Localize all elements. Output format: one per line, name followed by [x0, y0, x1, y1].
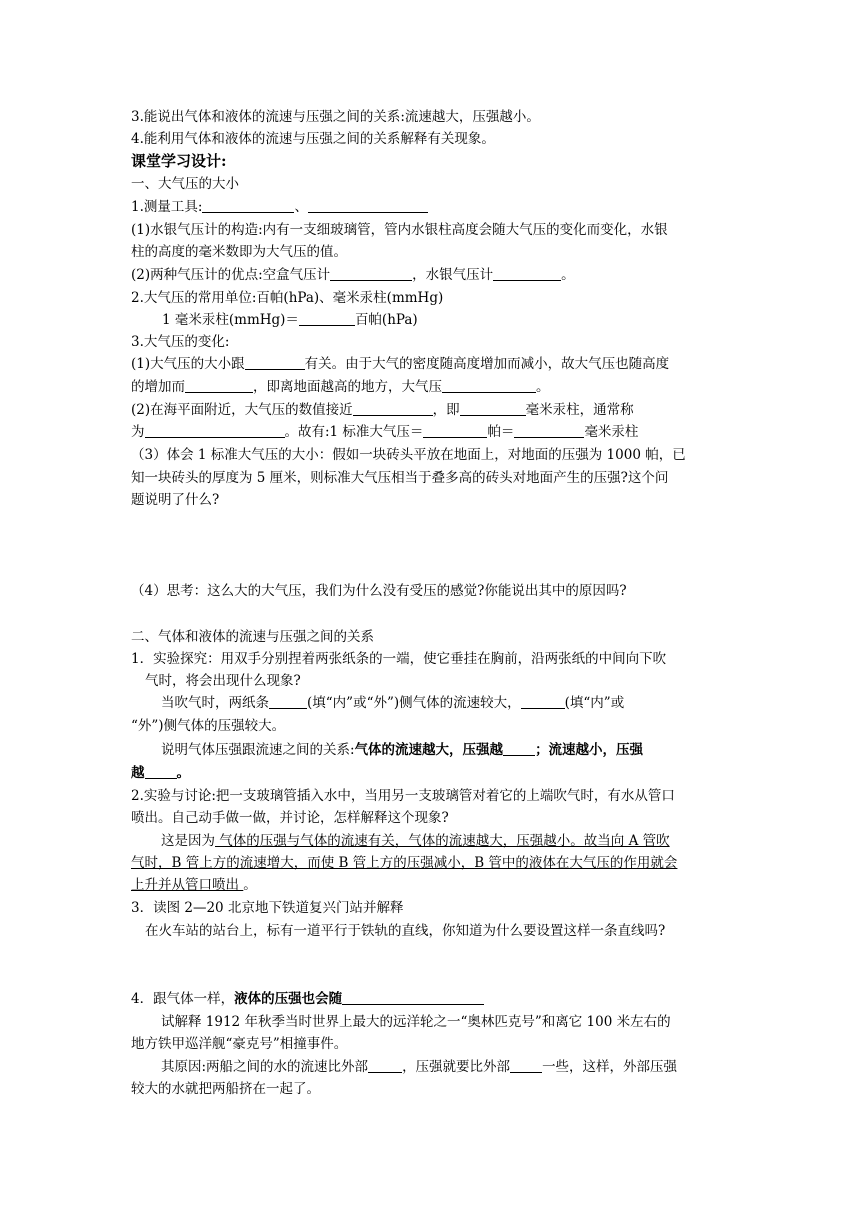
q1-label: 1.测量工具: — [131, 199, 203, 215]
section-1-title — [131, 173, 743, 195]
blowing-observation-2 — [131, 715, 743, 737]
period: 。 — [536, 379, 550, 395]
barometer-structure-text: (1)水银气压计的构造:内有一支细玻璃管，管内水银柱高度会随大气压的变化而变化，水银 — [131, 222, 668, 238]
bold-text: 。 — [176, 765, 190, 781]
underlined-answer: 气时，B 管上方的流速增大，而使 B 管上方的压强减小，B 管中的液体在大气压的作用就会 — [131, 855, 678, 871]
platform-line-question — [145, 920, 757, 942]
reason-line-1 — [161, 1056, 773, 1078]
text: 的增加而 — [131, 379, 185, 395]
answer-blank[interactable] — [493, 266, 561, 281]
text: 当吹气时，两纸条 — [161, 695, 269, 711]
objective-4-text: 4.能利用气体和液体的流速与压强之间的关系解释有关现象。 — [131, 131, 495, 147]
answer-blank[interactable] — [185, 378, 253, 393]
text: 其原因:两船之间的水的流速比外部 — [161, 1059, 369, 1075]
text: 。故有:1 标准大气压＝ — [284, 424, 424, 440]
experiment-1-line-2 — [145, 670, 757, 692]
objective-4 — [131, 128, 743, 150]
pressure-change-2 — [131, 376, 743, 398]
conversion-text: 1 毫米汞柱(mmHg)＝ — [162, 312, 299, 328]
text: 2.实验与讨论:把一支玻璃管插入水中，当用另一支玻璃管对着它的上端吹气时，有水从管口 — [131, 788, 675, 804]
text: 气时，将会出现什么现象? — [145, 673, 301, 689]
text: ，即离地面越高的地方，大气压 — [253, 379, 442, 395]
text: 4．跟气体一样， — [131, 991, 235, 1007]
bold-text: 越 — [131, 765, 145, 781]
q1-separator: 、 — [294, 199, 308, 215]
section-heading-design — [131, 150, 743, 172]
think-question — [131, 580, 743, 602]
text: 知一块砖头的厚度为 5 厘米，则标准大气压相当于叠多高的砖头对地面产生的压强?这个问 — [131, 470, 669, 486]
experience-question-2 — [131, 467, 743, 489]
experiment-2-line-1 — [131, 785, 743, 807]
reason-line-2 — [131, 1078, 743, 1100]
answer-blank[interactable] — [423, 423, 487, 438]
experience-question-1 — [131, 444, 743, 466]
barometer-structure-2 — [131, 241, 743, 263]
objective-3-text: 3.能说出气体和液体的流速与压强之间的关系:流速越大，压强越小。 — [131, 109, 540, 125]
advantages-text: ，水银气压计 — [412, 267, 494, 283]
text: 为 — [131, 424, 145, 440]
advantages-label: (2)两种气压计的优点:空盒气压计 — [131, 267, 331, 283]
answer-blank[interactable] — [514, 423, 584, 438]
bold-text: ；流速越小，压强 — [535, 742, 644, 758]
answer-blank[interactable] — [442, 378, 536, 393]
text: 毫米汞柱 — [584, 424, 639, 440]
text: 有关。由于大气的密度随高度增加而减小，故大气压也随高度 — [304, 356, 670, 372]
pressure-change-title — [131, 331, 743, 353]
text: (填“内”或“外”)侧气体的流速较大， — [307, 695, 521, 711]
liquid-pressure-question — [131, 988, 743, 1010]
underlined-answer: 气体的压强与气体的流速有关，气体的流速越大，压强越小。故当向 A 管吹 — [215, 833, 670, 849]
ship-collision-2 — [131, 1033, 743, 1055]
answer-blank[interactable] — [510, 1058, 542, 1073]
text: (2)在海平面附近，大气压的数值接近 — [131, 402, 353, 418]
sea-level-pressure — [131, 399, 743, 421]
text: 一些，这样，外部压强 — [542, 1059, 678, 1075]
text: 较大的水就把两船挤在一起了。 — [131, 1081, 320, 1097]
answer-blank[interactable] — [145, 764, 177, 779]
text: 这是因为 — [161, 833, 215, 849]
experiment-2-line-2 — [131, 807, 743, 829]
text: 说明气体压强跟流速之间的关系: — [161, 742, 355, 758]
text: 帕＝ — [487, 424, 515, 440]
text: （3）体会 1 标准大气压的大小：假如一块砖头平放在地面上，对地面的压强为 1000 帕，已 — [131, 447, 686, 463]
explanation-line-1 — [161, 830, 773, 852]
text: 毫米汞柱，通常称 — [525, 402, 634, 418]
text: 3．读图 2—20 北京地下铁道复兴门站并解释 — [131, 900, 404, 916]
barometer-structure-text: 柱的高度的毫米数即为大气压的值。 — [131, 244, 347, 260]
experiment-1-line-1 — [131, 648, 743, 670]
answer-blank[interactable] — [521, 694, 565, 709]
period: 。 — [243, 877, 257, 893]
text: (1)大气压的大小跟 — [131, 356, 245, 372]
answer-blank[interactable] — [269, 694, 307, 709]
text: ，压强就要比外部 — [402, 1059, 511, 1075]
text: 在火车站的站台上，标有一道平行于铁轨的直线，你知道为什么要设置这样一条直线吗? — [145, 923, 666, 939]
ship-collision-1 — [161, 1011, 773, 1033]
answer-blank[interactable] — [368, 1058, 402, 1073]
text: （4）思考：这么大的大气压，我们为什么没有受压的感觉?你能说出其中的原因吗? — [131, 583, 627, 599]
answer-blank[interactable] — [503, 741, 535, 756]
text: 地方铁甲巡洋舰“豪克号”相撞事件。 — [131, 1036, 348, 1052]
conversion-unit: 百帕(hPa) — [354, 312, 418, 328]
answer-blank[interactable] — [245, 355, 305, 370]
answer-blank[interactable] — [342, 990, 484, 1005]
barometer-structure-1 — [131, 219, 743, 241]
period: 。 — [561, 267, 575, 283]
q1-tools — [131, 196, 743, 218]
answer-blank[interactable] — [330, 266, 412, 281]
pressure-change-text: 3.大气压的变化: — [131, 334, 230, 350]
text: (填“内”或 — [564, 695, 625, 711]
relation-statement-2 — [131, 762, 743, 784]
units-line — [131, 287, 743, 309]
experience-question-3 — [131, 489, 743, 511]
unit-conversion — [162, 309, 774, 331]
underlined-answer: 上升并从管口喷出 — [131, 877, 244, 893]
section-2-title — [131, 626, 743, 648]
text: 试解释 1912 年秋季当时世界上最大的远洋轮之一“奥林匹克号”和离它 100 米左右的 — [161, 1014, 671, 1030]
units-text: 2.大气压的常用单位:百帕(hPa)、毫米汞柱(mmHg) — [131, 290, 444, 306]
answer-blank[interactable] — [202, 198, 294, 213]
explanation-line-2 — [131, 852, 743, 874]
text: ，即 — [432, 402, 460, 418]
section-1-title-text: 一、大气压的大小 — [131, 176, 239, 192]
bold-text: 气体的流速越大，压强越 — [354, 742, 504, 758]
text: 喷出。自己动手做一做，并讨论，怎样解释这个现象? — [131, 810, 449, 826]
answer-blank[interactable] — [299, 311, 355, 326]
objective-3 — [131, 106, 743, 128]
heading-text: 课堂学习设计: — [131, 152, 227, 170]
barometer-advantages — [131, 264, 743, 286]
answer-blank[interactable] — [308, 198, 428, 213]
blowing-observation — [161, 692, 773, 714]
text: “外”)侧气体的压强较大。 — [131, 718, 286, 734]
relation-statement — [161, 739, 773, 761]
explanation-line-3 — [131, 874, 743, 896]
figure-question — [131, 897, 743, 919]
text: 1．实验探究：用双手分别捏着两张纸条的一端，使它垂挂在胸前，沿两张纸的中间向下吹 — [131, 651, 667, 667]
standard-atmosphere — [131, 421, 743, 443]
section-2-title-text: 二、气体和液体的流速与压强之间的关系 — [131, 629, 374, 645]
answer-blank[interactable] — [460, 401, 526, 416]
answer-blank[interactable] — [145, 423, 285, 438]
text: 题说明了什么? — [131, 492, 220, 508]
answer-blank[interactable] — [353, 401, 433, 416]
pressure-change-1 — [131, 353, 743, 375]
bold-text: 液体的压强也会随 — [234, 991, 343, 1007]
